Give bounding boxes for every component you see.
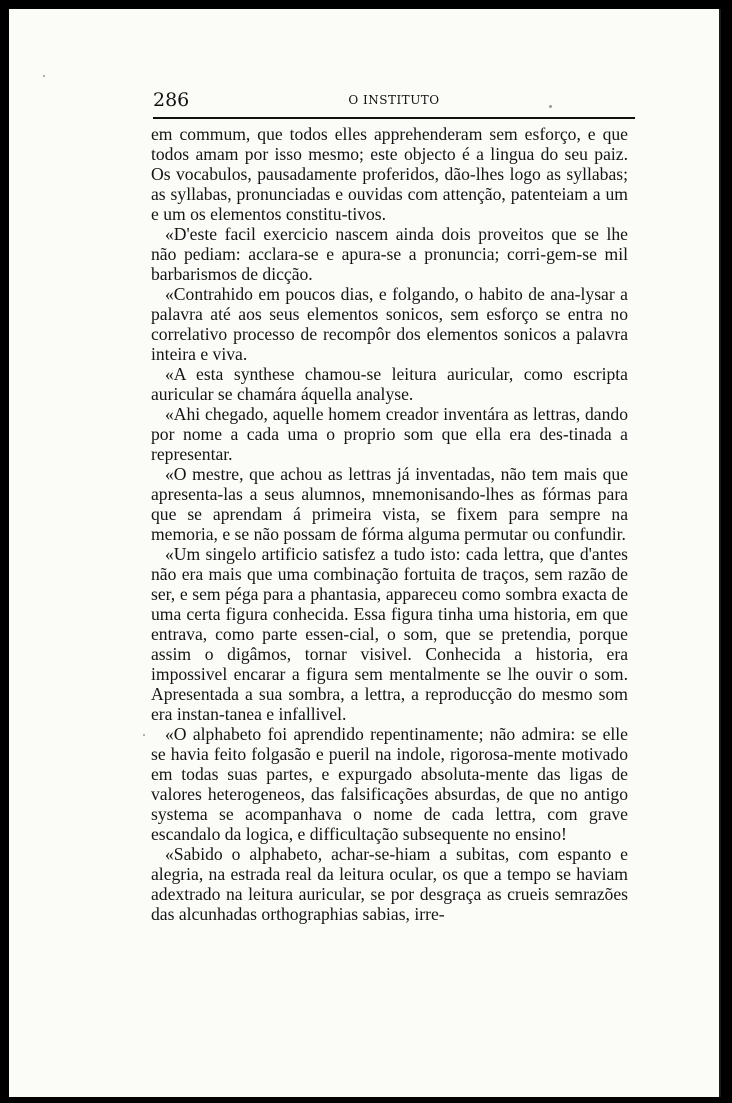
body-text bbox=[151, 124, 628, 924]
page-header bbox=[153, 89, 635, 119]
paper-speck bbox=[143, 734, 145, 736]
page-number: 286 bbox=[153, 89, 190, 111]
paragraph: «D'este facil exercicio nascem ainda dois proveitos que se lhe não pediam: acclara-se e apura-se a pronuncia; corri-gem-se mil barbarismos de dicção. bbox=[151, 224, 628, 284]
paragraph: «A esta synthese chamou-se leitura auricular, como escripta auricular se chamára áquella analyse. bbox=[151, 364, 628, 404]
paragraph: em commum, que todos elles apprehenderam sem esforço, e que todos amam por isso mesmo; este objecto é a lingua do seu paiz. Os vocabulos, pausadamente proferidos, dão-lhes logo as syllabas; as syllabas, pronunciadas e ouvidas com attenção, patenteiam a um e um os elementos constitu-tivos. bbox=[151, 124, 628, 224]
paragraph: «Ahi chegado, aquelle homem creador inventára as lettras, dando por nome a cada uma o proprio som que ella era des-tinada a representar. bbox=[151, 404, 628, 464]
paragraph: «Um singelo artificio satisfez a tudo isto: cada lettra, que d'antes não era mais que uma combinação fortuita de traços, sem razão de ser, e sem péga para a phantasia, appareceu como sombra exacta de uma certa figura conhecida. Essa figura tinha uma historia, em que entrava, como parte essen-cial, o som, que se pretendia, porque assim o digâmos, tornar visivel. Conhecida a historia, era impossivel encarar a figura sem mentalmente se lhe ouvir o som. Apresentada a sua sombra, a lettra, a reproducção do mesmo som era instan-tanea e infallivel. bbox=[151, 544, 628, 724]
paragraph: «O alphabeto foi aprendido repentinamente; não admira: se elle se havia feito folgasão e pueril na indole, rigorosa-mente motivado em todas suas partes, e expurgado absoluta-mente das ligas de valores heterogeneos, das falsificações absurdas, de que no antigo systema se acompanhava o nome de cada lettra, com grave escandalo da logica, e difficultação subsequente no ensino! bbox=[151, 724, 628, 844]
paragraph: «O mestre, que achou as lettras já inventadas, não tem mais que apresenta-las a seus alumnos, mnemonisando-lhes as fórmas para que se aprendam á primeira vista, se fixem para sempre na memoria, e se não possam de fórma alguma permutar ou confundir. bbox=[151, 464, 628, 544]
paragraph: «Contrahido em poucos dias, e folgando, o habito de ana-lysar a palavra até aos seus elementos sonicos, sem esforço se entra no correlativo processo de recompôr dos elementos sonicos a palavra inteira e viva. bbox=[151, 284, 628, 364]
paper-speck bbox=[43, 75, 45, 77]
paper-speck bbox=[549, 105, 552, 108]
paragraph: «Sabido o alphabeto, achar-se-hiam a subitas, com espanto e alegria, na estrada real da leitura ocular, os que a tempo se haviam adextrado na leitura auricular, se por desgraça as crueis semrazões das alcunhadas orthographias sabias, irre- bbox=[151, 844, 628, 924]
running-head: O INSTITUTO bbox=[348, 93, 440, 107]
